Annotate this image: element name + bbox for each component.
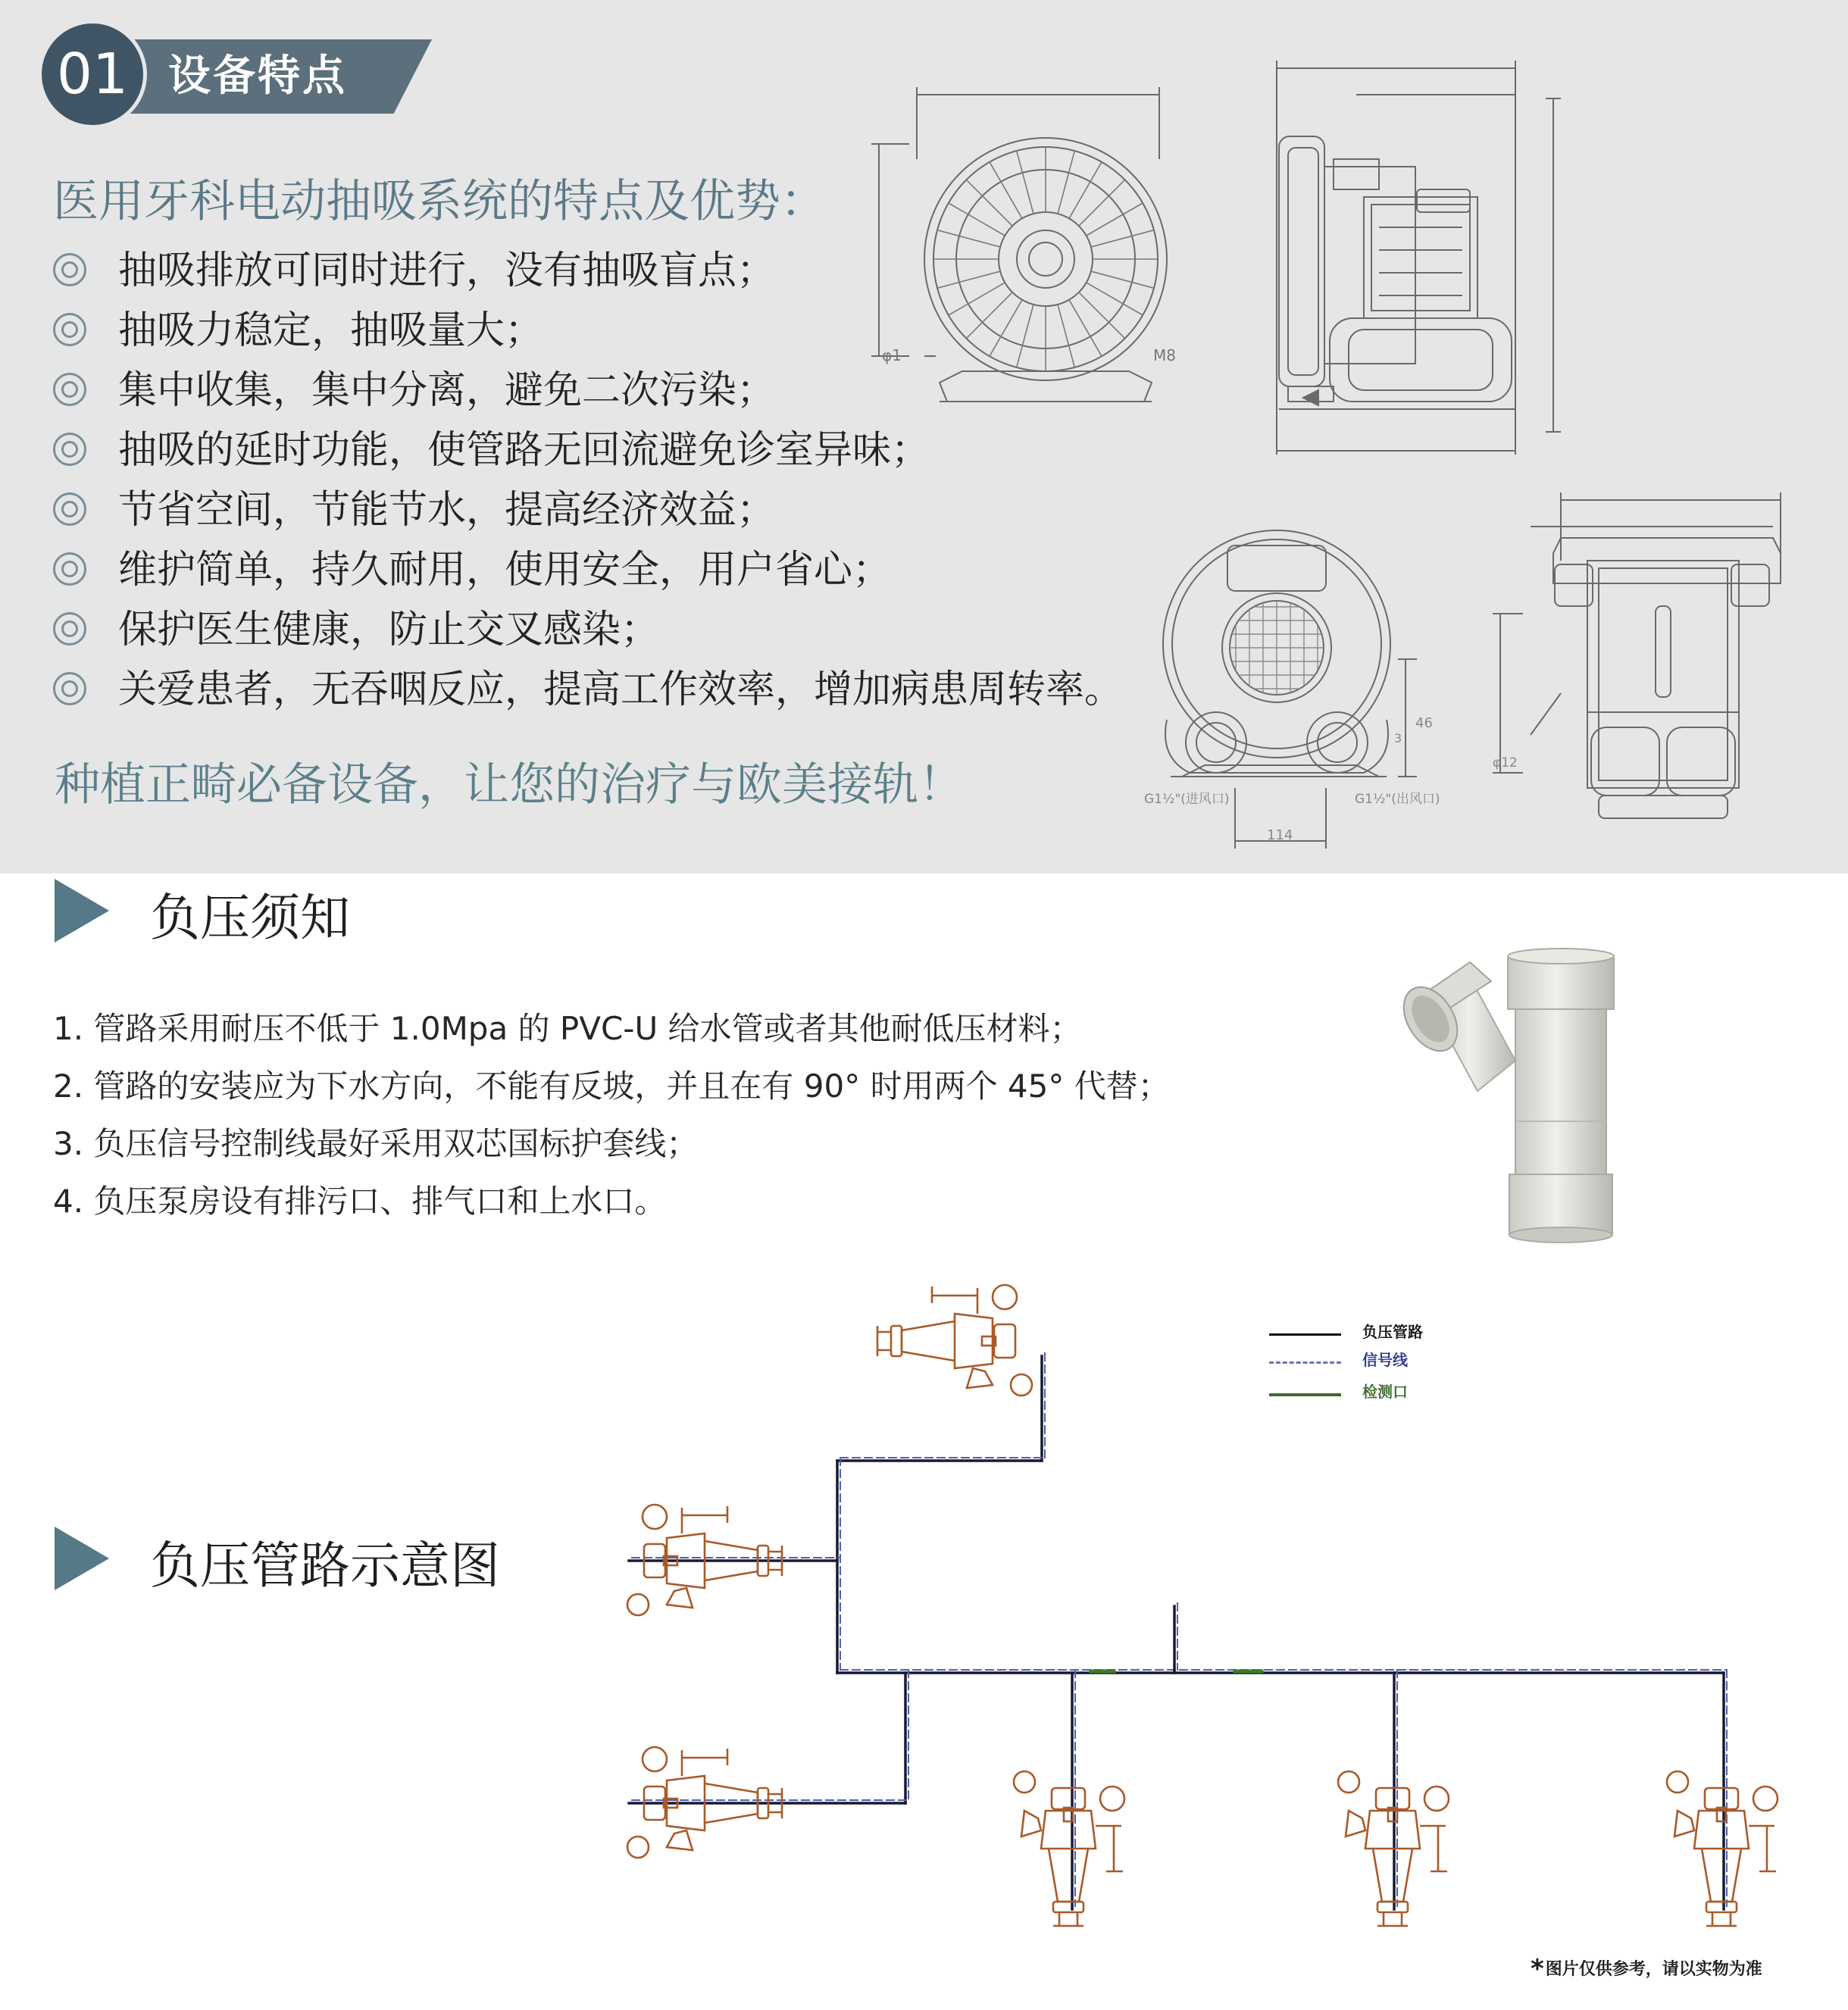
features-slogan: 种植正畸必备设备，让您的治疗与欧美接轨！ xyxy=(55,758,964,811)
feature-text: 维护简单，持久耐用，使用安全，用户省心； xyxy=(118,548,892,592)
features-heading: 医用牙科电动抽吸系统的特点及优势： xyxy=(53,175,826,228)
notice-heading: 负压须知 xyxy=(150,889,350,947)
diagram-heading: 负压管路示意图 xyxy=(150,1536,500,1595)
front-dim-label: M8 xyxy=(1153,346,1176,364)
dental-chair-icon xyxy=(1667,1771,1778,1926)
notice-item: 3. 负压信号控制线最好采用双芯国标护套线； xyxy=(53,1125,699,1162)
footnote xyxy=(1531,1951,1762,1984)
legend-pipe-label: 负压管路 xyxy=(1362,1323,1423,1341)
feature-text: 节省空间，节能节水，提高经济效益； xyxy=(118,488,776,533)
feature-text: 保护医生健康，防止交叉感染； xyxy=(118,608,660,652)
notice-item: 1. 管路采用耐压不低于 1.0Mpa 的 PVC-U 给水管或者其他耐低压材料； xyxy=(53,1010,1082,1047)
height-dim-label: 46 xyxy=(1415,715,1433,731)
feature-item xyxy=(53,600,1123,660)
blower-side-drawing xyxy=(1258,53,1576,462)
dental-chair-icon xyxy=(877,1285,1032,1396)
notice-item: 4. 负压泵房设有排污口、排气口和上水口。 xyxy=(53,1183,667,1220)
blower-front-drawing xyxy=(864,83,1176,417)
feature-text: 抽吸排放可同时进行，没有抽吸盲点； xyxy=(118,249,776,293)
double-circle-icon xyxy=(53,672,86,705)
legend-check-label: 检测口 xyxy=(1362,1383,1408,1401)
double-circle-icon xyxy=(53,253,86,286)
section-title: 设备特点 xyxy=(168,52,347,101)
offset-dim-label: 3 xyxy=(1394,731,1402,746)
width-dim-label: 114 xyxy=(1267,827,1293,843)
double-circle-icon xyxy=(53,612,86,646)
notice-item: 2. 管路的安装应为下水方向，不能有反坡，并且在有 90° 时用两个 45° 代替； xyxy=(53,1068,1170,1105)
inlet-label: G1½"(进风口) xyxy=(1144,792,1230,807)
piping-diagram xyxy=(0,1288,1848,1940)
feature-text: 抽吸的延时功能，使管路无回流避免诊室异味； xyxy=(118,428,930,473)
feature-text: 抽吸力稳定，抽吸量大； xyxy=(118,308,544,353)
legend-signal-label: 信号线 xyxy=(1362,1351,1408,1369)
notice-list xyxy=(53,1000,1170,1230)
double-circle-icon xyxy=(53,492,86,526)
feature-item xyxy=(53,660,1123,720)
feature-text: 关爱患者，无吞咽反应，提高工作效率，增加病患周转率。 xyxy=(118,667,1124,712)
section-number: 01 xyxy=(56,42,129,107)
footnote-text: 图片仅供参考，请以实物为准 xyxy=(1545,1960,1762,1979)
feature-item xyxy=(53,480,1123,540)
feature-item xyxy=(53,420,1123,480)
double-circle-icon xyxy=(53,373,86,406)
dental-chair-icon xyxy=(1014,1771,1124,1926)
notice-arrow-icon xyxy=(55,879,109,942)
front-dim-label: φ1 xyxy=(882,346,902,364)
double-circle-icon xyxy=(53,552,86,586)
feature-item xyxy=(53,540,1123,600)
feature-text: 集中收集，集中分离，避免二次污染； xyxy=(118,368,776,413)
footnote-star: * xyxy=(1531,1954,1544,1984)
blower-bottom-front-drawing xyxy=(1137,515,1455,864)
blower-bottom-side-drawing xyxy=(1485,485,1818,833)
pvc-y-fitting-image xyxy=(1394,947,1652,1250)
hole-dim-label: φ12 xyxy=(1493,755,1518,771)
double-circle-icon xyxy=(53,313,86,346)
outlet-label: G1½"(出风口) xyxy=(1355,792,1440,807)
double-circle-icon xyxy=(53,433,86,466)
